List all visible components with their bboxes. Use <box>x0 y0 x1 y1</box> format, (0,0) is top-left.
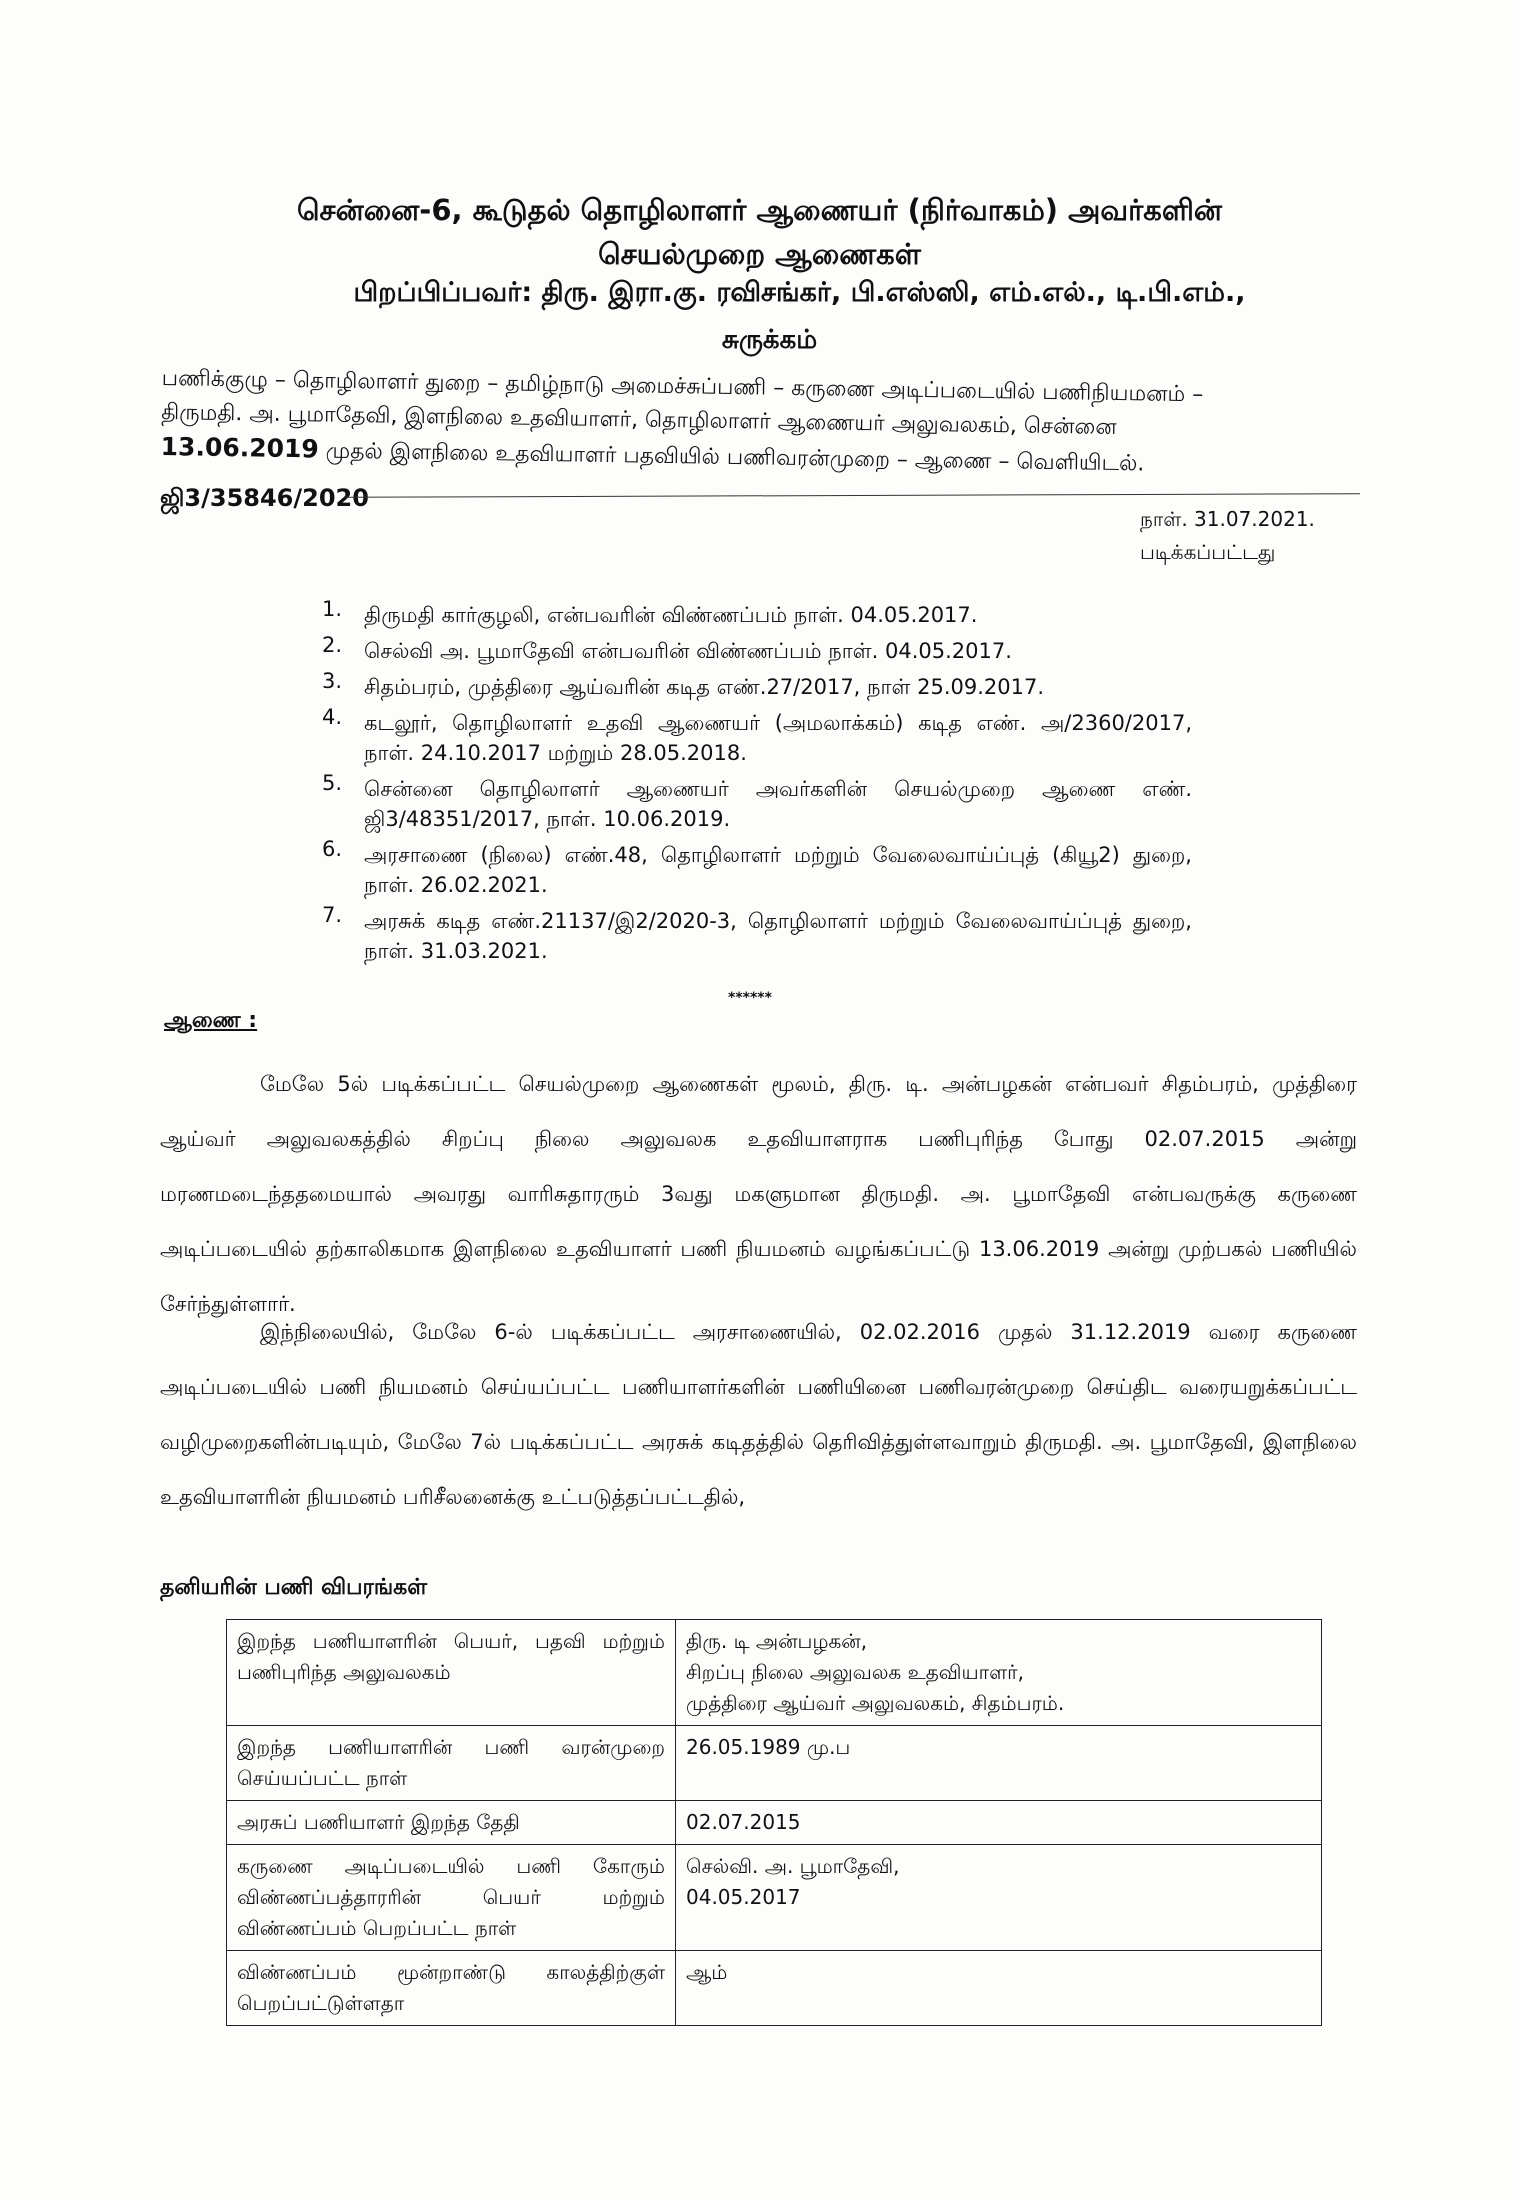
table-cell-value: செல்வி. அ. பூமாதேவி, 04.05.2017 <box>676 1845 1322 1951</box>
table-row <box>227 1726 1322 1801</box>
subject-block <box>160 362 1361 485</box>
order-paragraph-1: மேலே 5ல் படிக்கப்பட்ட செயல்முறை ஆணைகள் மூலம், திரு. டி. அன்பழகன் என்பவர் சிதம்பரம், முத்திரை ஆய்வர் அலுவலகத்தில் சிறப்பு நிலை அலுவலக உதவியாளராக பணிபுரிந்த போது 02.07.2015 அன்று மரணமடைந்ததமையால் அவரது வாரிசுதாரரும் 3வது மகளுமான திருமதி. அ. பூமாதேவி என்பவருக்கு கருணை அடிப்படையில் தற்காலிகமாக இளநிலை உதவியாளர் பணி நியமனம் வழங்கப்பட்டு 13.06.2019 அன்று முற்பகல் பணியில் சேர்ந்துள்ளார். <box>160 1072 1357 1316</box>
order-date: நாள். 31.07.2021. <box>1140 507 1315 531</box>
table-row <box>227 1620 1322 1726</box>
list-item: 4. கடலூர், தொழிலாளர் உதவி ஆணையர் (அமலாக்கம்) கடித எண். அ/2360/2017, நாள். 24.10.2017 மற்றும் 28.05.2018. <box>322 705 1192 765</box>
list-item: 2. செல்வி அ. பூமாதேவி என்பவரின் விண்ணப்பம் நாள். 04.05.2017. <box>322 633 1012 663</box>
table-cell-value: ஆம் <box>676 1951 1322 2026</box>
header-issuer-line: பிறப்பிப்பவர்: திரு. இரா.கு. ரவிசங்கர், பி.எஸ்ஸி, எம்.எல்., டி.பி.எம்., <box>353 277 1246 308</box>
subject-line-1: பணிக்குழு – தொழிலாளர் துறை – தமிழ்நாடு அமைச்சுப்பணி – கருணை அடிப்படையில் பணிநியமனம் – <box>161 365 1204 408</box>
list-item: 3. சிதம்பரம், முத்திரை ஆய்வரின் கடித எண்.27/2017, நாள் 25.09.2017. <box>322 669 1045 699</box>
list-item: 1. திருமதி கார்குழலி, என்பவரின் விண்ணப்பம் நாள். 04.05.2017. <box>322 597 978 627</box>
table-row <box>227 1845 1322 1951</box>
table-cell-label: கருணை அடிப்படையில் பணி கோரும் விண்ணப்பத்தாரரின் பெயர் மற்றும் விண்ணப்பம் பெறப்பட்ட நாள் <box>227 1845 676 1951</box>
table-row <box>227 1801 1322 1845</box>
header-summary-label: சுருக்கம் <box>721 325 818 355</box>
table-cell-value: 02.07.2015 <box>676 1801 1322 1845</box>
table-cell-label: அரசுப் பணியாளர் இறந்த தேதி <box>227 1801 676 1845</box>
order-title: ஆணை : <box>164 1008 258 1033</box>
table-cell-label: இறந்த பணியாளரின் பெயர், பதவி மற்றும் பணிபுரிந்த அலுவலகம் <box>227 1620 676 1726</box>
subject-line-2: திருமதி. அ. பூமாதேவி, இளநிலை உதவியாளர், தொழிலாளர் ஆணையர் அலுவலகம், சென்னை <box>161 399 1117 441</box>
read-label: படிக்கப்பட்டது <box>1140 540 1276 564</box>
separator-stars: ****** <box>728 990 772 1006</box>
order-paragraph-2: இந்நிலையில், மேலே 6-ல் படிக்கப்பட்ட அரசாணையில், 02.02.2016 முதல் 31.12.2019 வரை கருணை அடிப்படையில் பணி நியமனம் செய்யப்பட்ட பணியாளர்களின் பணியினை பணிவரன்முறை செய்திட வரையறுக்கப்பட்ட வழிமுறைகளின்படியும், மேலே 7ல் படிக்கப்பட்ட அரசுக் கடிதத்தில் தெரிவித்துள்ளவாறும் திருமதி. அ. பூமாதேவி, இளநிலை உதவியாளரின் நியமனம் பரிசீலனைக்கு உட்படுத்தப்பட்டதில், <box>160 1320 1357 1509</box>
table-cell-label: இறந்த பணியாளரின் பணி வரன்முறை செய்யப்பட்ட நாள் <box>227 1726 676 1801</box>
references-list <box>322 597 1192 972</box>
subject-line-3-rest: முதல் இளநிலை உதவியாளர் பதவியில் பணிவரன்முறை – ஆணை – வெளியிடல். <box>318 438 1145 477</box>
header-proceedings-line: செயல்முறை ஆணைகள் <box>598 237 921 271</box>
header-divider <box>345 493 1360 498</box>
table-row <box>227 1951 1322 2026</box>
table-cell-value: 26.05.1989 மு.ப <box>676 1726 1322 1801</box>
service-details-table <box>226 1619 1322 2026</box>
list-item: 6. அரசாணை (நிலை) எண்.48, தொழிலாளர் மற்றும் வேலைவாய்ப்புத் (கியூ2) துறை, நாள். 26.02.2021. <box>322 837 1192 897</box>
list-item: 7. அரசுக் கடித எண்.21137/இ2/2020-3, தொழிலாளர் மற்றும் வேலைவாய்ப்புத் துறை, நாள். 31.03.2021. <box>322 903 1192 963</box>
subject-date: 13.06.2019 <box>160 431 320 464</box>
service-details-title: தனியரின் பணி விபரங்கள் <box>160 1575 428 1600</box>
table-cell-value: திரு. டி அன்பழகன், சிறப்பு நிலை அலுவலக உதவியாளர், முத்திரை ஆய்வர் அலுவலகம், சிதம்பரம். <box>676 1620 1322 1726</box>
table-cell-label: விண்ணப்பம் மூன்றாண்டு காலத்திற்குள் பெறப்பட்டுள்ளதா <box>227 1951 676 2026</box>
list-item: 5. சென்னை தொழிலாளர் ஆணையர் அவர்களின் செயல்முறை ஆணை எண். ஜி3/48351/2017, நாள். 10.06.2019. <box>322 771 1192 831</box>
header-office-line: சென்னை-6, கூடுதல் தொழிலாளர் ஆணையர் (நிர்வாகம்) அவர்களின் <box>296 193 1223 227</box>
reference-number: ஜி3/35846/2020 <box>160 484 369 512</box>
